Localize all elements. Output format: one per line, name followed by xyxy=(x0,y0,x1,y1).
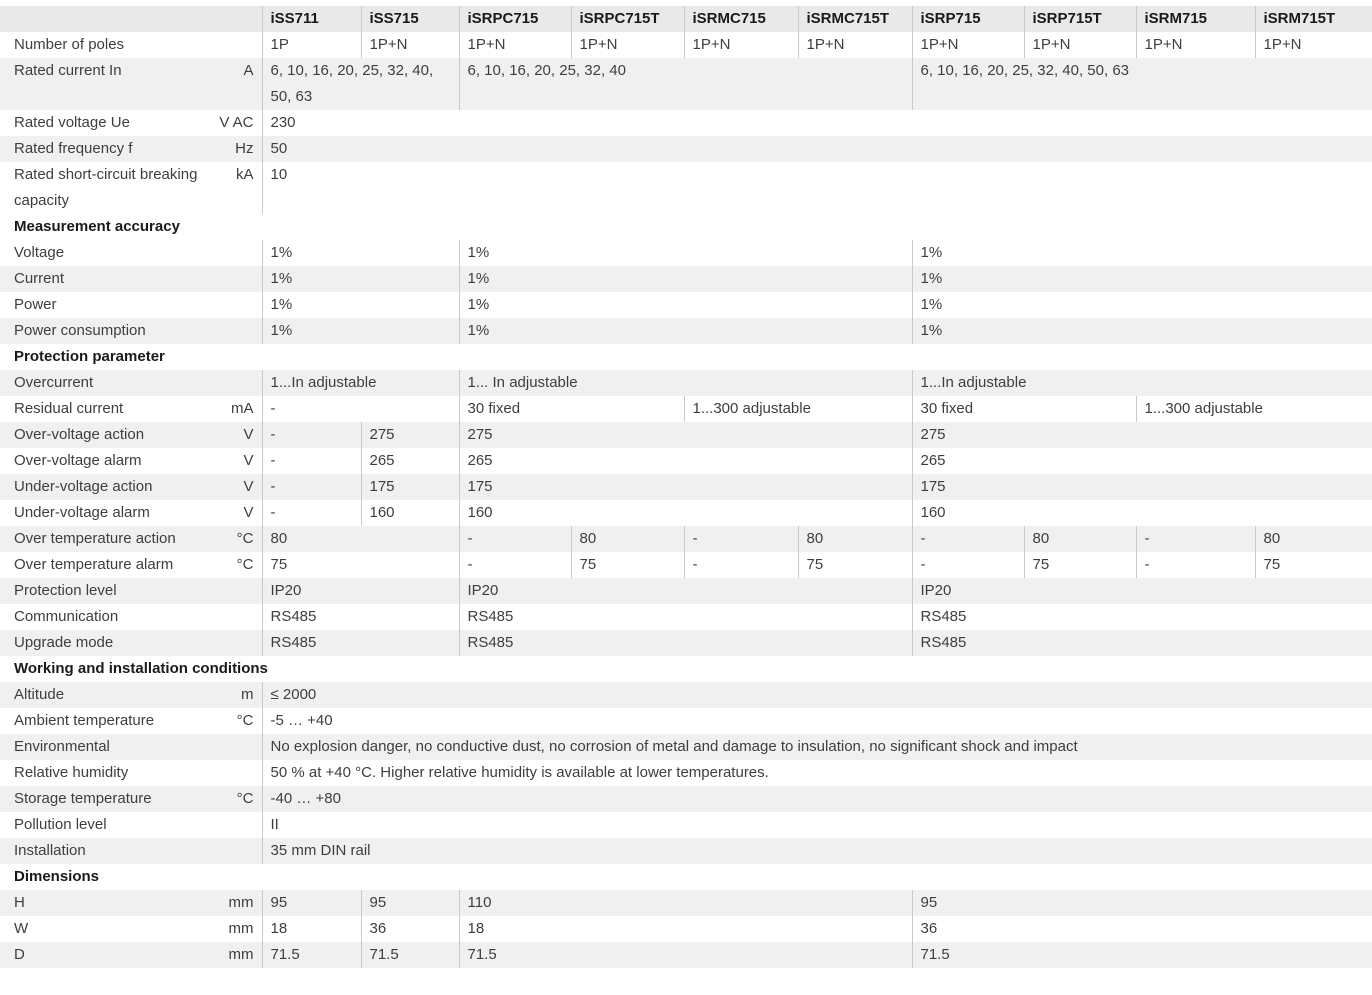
cell-value: 265 xyxy=(361,448,459,474)
unit-label: mm xyxy=(228,946,254,963)
cell-value: 36 xyxy=(361,916,459,942)
parameter-name: Voltage xyxy=(14,244,65,261)
parameter-name: D xyxy=(14,946,25,963)
product-column-header: iSRP715 xyxy=(912,6,1024,32)
table-row xyxy=(0,708,1372,734)
row-label xyxy=(0,942,262,968)
table-row xyxy=(0,552,1372,578)
parameter-name: Communication xyxy=(14,608,119,625)
unit-label: °C xyxy=(236,530,254,547)
row-label xyxy=(0,786,262,812)
cell-value: 1% xyxy=(459,266,912,292)
product-column-header: iSRPC715 xyxy=(459,6,571,32)
cell-value: 175 xyxy=(361,474,459,500)
table-row xyxy=(0,474,1372,500)
cell-value: 30 fixed xyxy=(459,396,684,422)
cell-value: 75 xyxy=(1255,552,1372,578)
section-header: Measurement accuracy xyxy=(14,218,180,235)
cell-value: 75 xyxy=(571,552,684,578)
cell-value: 71.5 xyxy=(912,942,1372,968)
row-label-wrap xyxy=(14,136,254,162)
row-label xyxy=(0,578,262,604)
parameter-name: Environmental xyxy=(14,738,110,755)
corner-cell xyxy=(0,6,262,32)
table-row xyxy=(0,500,1372,526)
section-row xyxy=(0,214,1372,240)
cell-value: 1P xyxy=(262,32,361,58)
parameter-name: Rated frequency f xyxy=(14,140,133,157)
parameter-name: Under-voltage action xyxy=(14,478,153,495)
row-label xyxy=(0,604,262,630)
cell-value: 1...300 adjustable xyxy=(1136,396,1372,422)
unit-label: °C xyxy=(236,790,254,807)
cell-value: 1% xyxy=(912,292,1372,318)
cell-value: 160 xyxy=(361,500,459,526)
row-label-wrap xyxy=(14,578,254,604)
table-row xyxy=(0,812,1372,838)
row-label-wrap xyxy=(14,760,254,786)
cell-value: - xyxy=(1136,552,1255,578)
row-label-wrap xyxy=(14,708,254,734)
cell-value: 1% xyxy=(459,292,912,318)
product-column-header: iSS711 xyxy=(262,6,361,32)
unit-label: V AC xyxy=(219,114,254,131)
row-label-wrap xyxy=(14,58,254,84)
cell-value: 160 xyxy=(912,500,1372,526)
cell-value: 1... In adjustable xyxy=(459,370,912,396)
row-label-wrap xyxy=(14,630,254,656)
table-row xyxy=(0,318,1372,344)
cell-value: 80 xyxy=(262,526,459,552)
product-column-header: iSRMC715 xyxy=(684,6,798,32)
cell-value: 110 xyxy=(459,890,912,916)
row-label-wrap xyxy=(14,838,254,864)
unit-label: V xyxy=(243,504,254,521)
parameter-name: Residual current xyxy=(14,400,124,417)
cell-value: - xyxy=(912,526,1024,552)
unit-label: °C xyxy=(236,712,254,729)
cell-value: -40 … +80 xyxy=(262,786,1372,812)
cell-value: - xyxy=(1136,526,1255,552)
cell-value: - xyxy=(262,448,361,474)
cell-value: -5 … +40 xyxy=(262,708,1372,734)
cell-value: 1P+N xyxy=(1255,32,1372,58)
parameter-name: Pollution level xyxy=(14,816,107,833)
row-label xyxy=(0,266,262,292)
row-label xyxy=(0,500,262,526)
cell-value: 1% xyxy=(912,240,1372,266)
unit-label: m xyxy=(241,686,254,703)
row-label xyxy=(0,292,262,318)
cell-value: 265 xyxy=(459,448,912,474)
table-row xyxy=(0,578,1372,604)
unit-label: Hz xyxy=(235,140,254,157)
row-label xyxy=(0,32,262,58)
cell-value: 275 xyxy=(361,422,459,448)
row-label-wrap xyxy=(14,396,254,422)
table-row xyxy=(0,890,1372,916)
parameter-name: Protection level xyxy=(14,582,117,599)
parameter-name: Over-voltage action xyxy=(14,426,145,443)
spec-table xyxy=(0,6,1372,968)
row-label-wrap xyxy=(14,552,254,578)
table-row xyxy=(0,32,1372,58)
table-row xyxy=(0,916,1372,942)
cell-value: ≤ 2000 xyxy=(262,682,1372,708)
parameter-name: Rated current In xyxy=(14,62,122,79)
cell-value: 30 fixed xyxy=(912,396,1136,422)
table-row xyxy=(0,136,1372,162)
table-row xyxy=(0,58,1372,110)
unit-label: V xyxy=(243,452,254,469)
cell-value: 95 xyxy=(912,890,1372,916)
row-label xyxy=(0,162,262,214)
row-label-wrap xyxy=(14,526,254,552)
row-label xyxy=(0,760,262,786)
unit-label: kA xyxy=(235,166,254,183)
row-label-wrap xyxy=(14,786,254,812)
table-row xyxy=(0,682,1372,708)
cell-value: 50 xyxy=(262,136,1372,162)
cell-value: 1P+N xyxy=(459,32,571,58)
row-label xyxy=(0,552,262,578)
product-column-header: iSRMC715T xyxy=(798,6,912,32)
cell-value: - xyxy=(684,526,798,552)
cell-value: 1% xyxy=(912,266,1372,292)
cell-value: RS485 xyxy=(459,630,912,656)
cell-value: - xyxy=(459,552,571,578)
parameter-name: Relative humidity xyxy=(14,764,129,781)
cell-value: - xyxy=(262,396,459,422)
parameter-name: Current xyxy=(14,270,65,287)
parameter-name: Power xyxy=(14,296,57,313)
table-row xyxy=(0,422,1372,448)
parameter-name: Number of poles xyxy=(14,36,125,53)
row-label xyxy=(0,110,262,136)
cell-value: - xyxy=(459,526,571,552)
cell-value: 75 xyxy=(798,552,912,578)
parameter-name: Over temperature action xyxy=(14,530,176,547)
table-row xyxy=(0,604,1372,630)
cell-value: 95 xyxy=(262,890,361,916)
unit-label: A xyxy=(243,62,254,79)
row-label xyxy=(0,890,262,916)
cell-value: 71.5 xyxy=(361,942,459,968)
cell-value: 1% xyxy=(262,318,459,344)
row-label xyxy=(0,734,262,760)
cell-value: RS485 xyxy=(459,604,912,630)
unit-label: mA xyxy=(231,400,254,417)
table-row xyxy=(0,786,1372,812)
row-label-wrap xyxy=(14,422,254,448)
cell-value: No explosion danger, no conductive dust, no corrosion of metal and damage to insulation, no significant shock and impact xyxy=(262,734,1372,760)
row-label xyxy=(0,58,262,110)
cell-value: 1P+N xyxy=(361,32,459,58)
parameter-name: Upgrade mode xyxy=(14,634,114,651)
row-label-wrap xyxy=(14,500,254,526)
row-label-wrap xyxy=(14,240,254,266)
table-row xyxy=(0,630,1372,656)
cell-value: 71.5 xyxy=(459,942,912,968)
cell-value: 1% xyxy=(912,318,1372,344)
parameter-name: W xyxy=(14,920,29,937)
parameter-name: Under-voltage alarm xyxy=(14,504,150,521)
cell-value: 1% xyxy=(262,240,459,266)
table-row xyxy=(0,838,1372,864)
parameter-name: Installation xyxy=(14,842,86,859)
row-label xyxy=(0,318,262,344)
cell-value: RS485 xyxy=(912,604,1372,630)
cell-value: 35 mm DIN rail xyxy=(262,838,1372,864)
cell-value: IP20 xyxy=(262,578,459,604)
parameter-name: Overcurrent xyxy=(14,374,94,391)
product-column-header: iSRM715 xyxy=(1136,6,1255,32)
row-label-wrap xyxy=(14,32,254,58)
cell-value: - xyxy=(262,500,361,526)
unit-label: mm xyxy=(228,894,254,911)
row-label xyxy=(0,630,262,656)
row-label xyxy=(0,838,262,864)
cell-value: 18 xyxy=(459,916,912,942)
table-row xyxy=(0,110,1372,136)
cell-value: 75 xyxy=(262,552,459,578)
cell-value: 1...In adjustable xyxy=(912,370,1372,396)
cell-value: 175 xyxy=(459,474,912,500)
cell-value: 80 xyxy=(798,526,912,552)
cell-value: 1P+N xyxy=(1024,32,1136,58)
cell-value: 160 xyxy=(459,500,912,526)
cell-value: 1% xyxy=(459,240,912,266)
cell-value: 10 xyxy=(262,162,1372,214)
row-label xyxy=(0,448,262,474)
cell-value: 1P+N xyxy=(571,32,684,58)
parameter-name: Ambient temperature xyxy=(14,712,155,729)
row-label-wrap xyxy=(14,318,254,344)
row-label-wrap xyxy=(14,370,254,396)
row-label xyxy=(0,422,262,448)
section-header: Protection parameter xyxy=(14,348,165,365)
parameter-name: Rated voltage Ue xyxy=(14,114,130,131)
row-label xyxy=(0,708,262,734)
section-row xyxy=(0,864,1372,890)
table-row xyxy=(0,292,1372,318)
unit-label: V xyxy=(243,478,254,495)
cell-value: 1% xyxy=(262,292,459,318)
cell-value: 1P+N xyxy=(684,32,798,58)
cell-value: 75 xyxy=(1024,552,1136,578)
table-row xyxy=(0,448,1372,474)
product-column-header: iSRPC715T xyxy=(571,6,684,32)
cell-value: RS485 xyxy=(262,630,459,656)
parameter-name: Altitude xyxy=(14,686,65,703)
cell-value: 6, 10, 16, 20, 25, 32, 40, 50, 63 xyxy=(912,58,1372,110)
cell-value: 80 xyxy=(1255,526,1372,552)
row-label-wrap xyxy=(14,812,254,838)
row-label xyxy=(0,240,262,266)
table-row xyxy=(0,266,1372,292)
unit-label: V xyxy=(243,426,254,443)
row-label-wrap xyxy=(14,110,254,136)
row-label xyxy=(0,474,262,500)
row-label-wrap xyxy=(14,448,254,474)
cell-value: IP20 xyxy=(459,578,912,604)
row-label xyxy=(0,370,262,396)
parameter-name: H xyxy=(14,894,25,911)
cell-value: 265 xyxy=(912,448,1372,474)
products-header-row xyxy=(0,6,1372,32)
parameter-name: Storage temperature xyxy=(14,790,152,807)
table-row xyxy=(0,162,1372,214)
cell-value: 1% xyxy=(262,266,459,292)
table-row xyxy=(0,942,1372,968)
row-label-wrap xyxy=(14,604,254,630)
cell-value: 36 xyxy=(912,916,1372,942)
row-label-wrap xyxy=(14,474,254,500)
cell-value: 1P+N xyxy=(798,32,912,58)
cell-value: 275 xyxy=(912,422,1372,448)
cell-value: 80 xyxy=(1024,526,1136,552)
cell-value: 18 xyxy=(262,916,361,942)
row-label-wrap xyxy=(14,916,254,942)
row-label xyxy=(0,136,262,162)
cell-value: - xyxy=(684,552,798,578)
row-label-wrap xyxy=(14,292,254,318)
cell-value: IP20 xyxy=(912,578,1372,604)
cell-value: RS485 xyxy=(262,604,459,630)
row-label-wrap xyxy=(14,162,254,214)
unit-label: °C xyxy=(236,556,254,573)
row-label-wrap xyxy=(14,266,254,292)
cell-value: - xyxy=(262,422,361,448)
section-row xyxy=(0,344,1372,370)
table-row xyxy=(0,734,1372,760)
section-header: Working and installation conditions xyxy=(14,660,268,677)
cell-value: 175 xyxy=(912,474,1372,500)
cell-value: 6, 10, 16, 20, 25, 32, 40, 50, 63 xyxy=(262,58,459,110)
cell-value: 1...In adjustable xyxy=(262,370,459,396)
table-row xyxy=(0,240,1372,266)
row-label xyxy=(0,812,262,838)
product-column-header: iSRP715T xyxy=(1024,6,1136,32)
unit-label: mm xyxy=(228,920,254,937)
cell-value: 1% xyxy=(459,318,912,344)
row-label xyxy=(0,526,262,552)
row-label xyxy=(0,396,262,422)
table-row xyxy=(0,760,1372,786)
parameter-name: Power consumption xyxy=(14,322,146,339)
product-column-header: iSRM715T xyxy=(1255,6,1372,32)
cell-value: 95 xyxy=(361,890,459,916)
product-column-header: iSS715 xyxy=(361,6,459,32)
table-row xyxy=(0,396,1372,422)
cell-value: 275 xyxy=(459,422,912,448)
parameter-name: Rated short-circuit breaking capacity xyxy=(14,166,198,209)
parameter-name: Over temperature alarm xyxy=(14,556,174,573)
row-label xyxy=(0,682,262,708)
cell-value: 1...300 adjustable xyxy=(684,396,912,422)
spec-table-body xyxy=(0,6,1372,968)
section-row xyxy=(0,656,1372,682)
table-row xyxy=(0,370,1372,396)
cell-value: 1P+N xyxy=(1136,32,1255,58)
cell-value: 50 % at +40 °C. Higher relative humidity is available at lower temperatures. xyxy=(262,760,1372,786)
cell-value: 6, 10, 16, 20, 25, 32, 40 xyxy=(459,58,912,110)
section-header: Dimensions xyxy=(14,868,100,885)
cell-value: 1P+N xyxy=(912,32,1024,58)
cell-value: - xyxy=(262,474,361,500)
row-label-wrap xyxy=(14,734,254,760)
cell-value: 230 xyxy=(262,110,1372,136)
cell-value: II xyxy=(262,812,1372,838)
cell-value: 71.5 xyxy=(262,942,361,968)
row-label xyxy=(0,916,262,942)
cell-value: - xyxy=(912,552,1024,578)
table-row xyxy=(0,526,1372,552)
row-label-wrap xyxy=(14,682,254,708)
row-label-wrap xyxy=(14,942,254,968)
parameter-name: Over-voltage alarm xyxy=(14,452,142,469)
row-label-wrap xyxy=(14,890,254,916)
cell-value: 80 xyxy=(571,526,684,552)
cell-value: RS485 xyxy=(912,630,1372,656)
